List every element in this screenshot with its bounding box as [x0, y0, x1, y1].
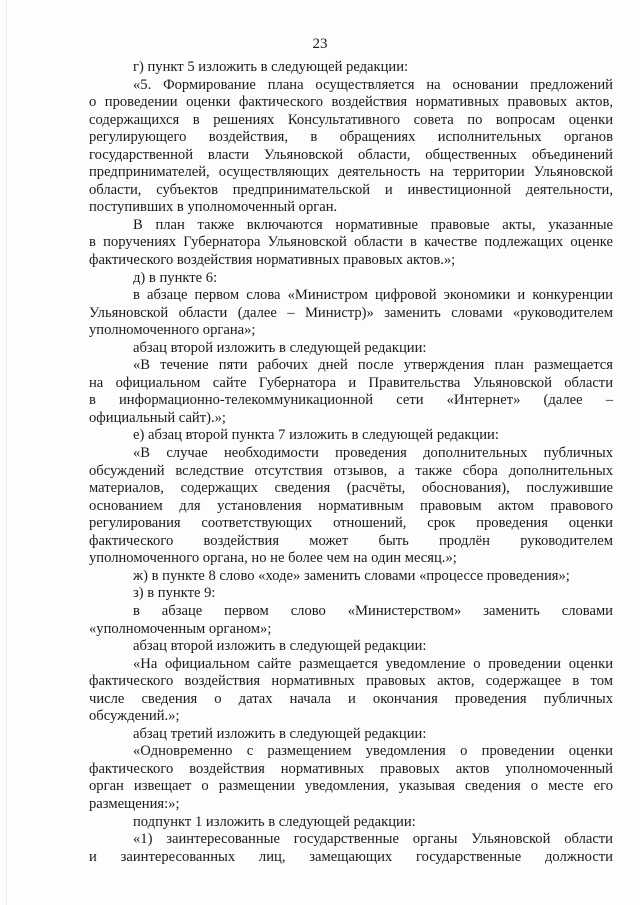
text-line: регулирования соответствующих отношений, срок проведения оценки — [89, 515, 613, 532]
text-line: г) пункт 5 изложить в следующей редакции: — [133, 59, 409, 75]
text-line: о проведении оценки фактического воздействия нормативных правовых актов, — [89, 94, 613, 111]
text-line: уполномоченного органа, но не более чем на один месяц.»; — [89, 550, 457, 567]
text-line: государственной власти Ульяновской области, общественных объединений — [89, 146, 613, 163]
text-line: регулирующего воздействия, в обращениях исполнительных органов — [89, 129, 613, 146]
scan-edge — [6, 0, 7, 905]
text-line: уполномоченного органа»; — [89, 322, 256, 339]
text-line: содержащихся в решениях Консультативного совета по вопросам оценки — [89, 111, 613, 128]
text-line: на официальном сайте Губернатора и Правительства Ульяновской области — [89, 374, 613, 391]
text-line: предпринимателей, осуществляющих деятельность на территории Ульяновской — [89, 164, 613, 181]
text-line: орган извещает о размещении уведомления, указывая сведения о месте его — [89, 778, 613, 795]
text-line: в поручениях Губернатора Ульяновской области в качестве подлежащих оценке — [89, 234, 613, 251]
text-line: «Одновременно с размещением уведомления о проведении оценки — [133, 743, 613, 760]
text-line: в абзаце первом слово «Министерством» заменить словами — [133, 602, 613, 619]
text-line: «На официальном сайте размещается уведомление о проведении оценки — [133, 655, 613, 672]
text-line: з) в пункте 9: — [133, 585, 216, 602]
text-line: В план также включаются нормативные правовые акты, указанные — [133, 216, 613, 233]
text-line: Ульяновской области (далее – Министр)» заменить словами «руководителем — [89, 304, 613, 321]
text-line: абзац второй изложить в следующей редакции: — [133, 638, 427, 655]
text-line: области, субъектов предпринимательской и инвестиционной деятельности, — [89, 181, 613, 198]
text-line: «уполномоченным органом»; — [89, 620, 272, 637]
text-line: поступивших в уполномоченный орган. — [89, 199, 338, 216]
text-line: е) абзац второй пункта 7 изложить в следующей редакции: — [133, 427, 499, 444]
text-line: абзац третий изложить в следующей редакции: — [133, 725, 427, 742]
text-line: обсуждений вследствие отсутствия отзывов, а также сбора дополнительных — [89, 462, 613, 479]
document-body — [89, 59, 613, 866]
text-line: фактического воздействия нормативных правовых актов, содержащее в том — [89, 673, 613, 690]
text-line: и заинтересованных лиц, замещающих государственные должности — [89, 848, 613, 865]
text-line: числе сведения о датах начала и окончания проведения публичных — [89, 690, 613, 707]
text-line: абзац второй изложить в следующей редакции: — [133, 339, 427, 356]
page-number: 23 — [312, 36, 328, 52]
text-line: «В случае необходимости проведения дополнительных публичных — [133, 445, 613, 462]
text-line: «5. Формирование плана осуществляется на основании предложений — [133, 76, 613, 93]
text-line: основанием для установления нормативным правовым актом правового — [89, 497, 613, 514]
text-line: материалов, содержащих сведения (расчёты, обоснования), послужившие — [89, 480, 613, 497]
text-line: фактического воздействия может быть продлён руководителем — [89, 532, 613, 549]
text-line: в информационно-телекоммуникационной сети «Интернет» (далее – — [89, 392, 613, 409]
text-line: официальный сайт).»; — [89, 409, 226, 426]
text-line: подпункт 1 изложить в следующей редакции: — [133, 813, 416, 830]
text-line: фактического воздействия нормативных правовых актов.»; — [89, 252, 456, 269]
text-line: «В течение пяти рабочих дней после утверждения план размещается — [133, 357, 613, 374]
text-line: д) в пункте 6: — [133, 269, 218, 286]
text-line: обсуждений.»; — [89, 708, 180, 725]
text-line: в абзаце первом слова «Министром цифровой экономики и конкуренции — [133, 287, 613, 304]
text-line: размещения:»; — [89, 795, 180, 812]
text-line: фактического воздействия нормативных правовых актов уполномоченный — [89, 760, 613, 777]
text-line: ж) в пункте 8 слово «ходе» заменить словами «процессе проведения»; — [133, 567, 570, 584]
text-line: «1) заинтересованные государственные органы Ульяновской области — [133, 831, 613, 848]
